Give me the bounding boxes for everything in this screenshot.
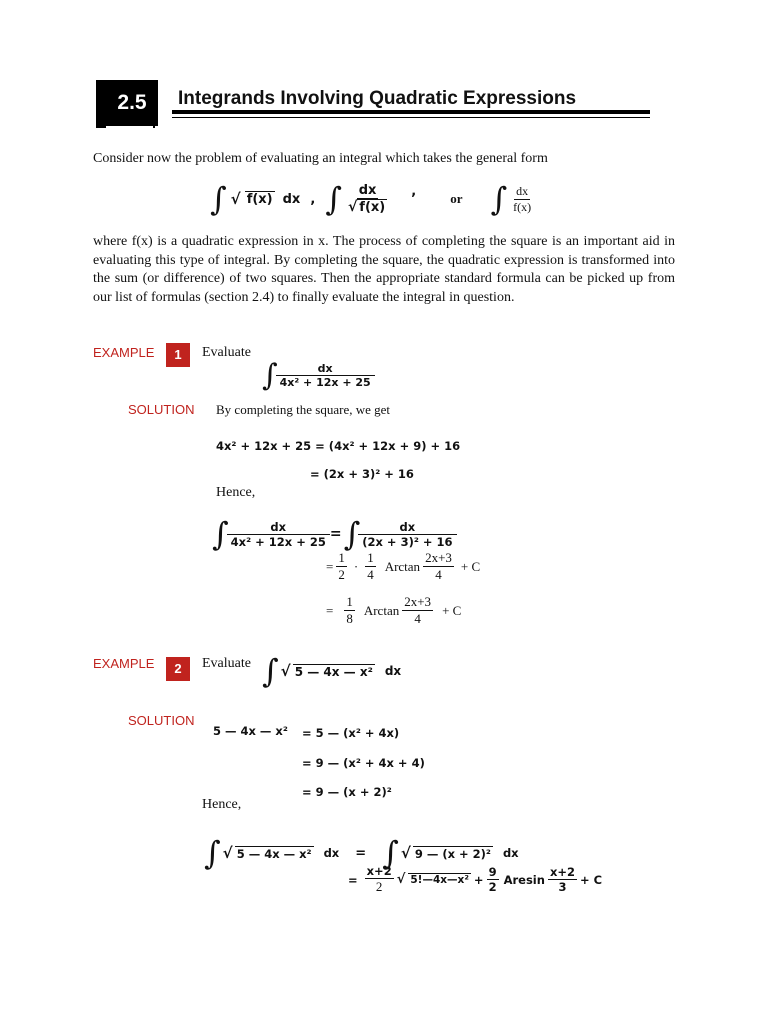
sqrt-sign: √ <box>222 844 233 862</box>
fraction-numerator: 9 <box>488 865 497 879</box>
section-box-edge <box>96 80 106 128</box>
fraction-denominator: 4 <box>414 611 421 626</box>
form3-numerator: dx <box>516 183 529 198</box>
fraction-denominator: 2 <box>488 880 497 894</box>
example2-radicand: 5 — 4x — x² <box>294 664 373 679</box>
plus-constant: + C <box>442 602 462 618</box>
explanation-paragraph: where f(x) is a quadratic expression in x. The process of completing the square is an important aid in evaluating this type of integral. By completing the square, the quadratic expression is transformed into the sum (or difference) of two squares. Then the appropriate standard formula can be picked up from our list of formulas (section 2.4) to finally evaluate the integral in question. <box>93 234 675 305</box>
arctan-argument <box>423 550 454 583</box>
example2-step-line2: = 9 — (x² + 4x + 4) <box>302 756 425 770</box>
example1-hence: Hence, <box>216 485 256 500</box>
arctan-label: Arctan <box>384 558 421 574</box>
fraction-denominator: 4 <box>435 567 442 582</box>
example1-step-line1: 4x² + 12x + 25 = (4x² + 12x + 9) + 16 <box>216 439 461 453</box>
example1-solution-label: SOLUTION <box>128 402 195 417</box>
integral-sign: ∫ <box>382 834 399 872</box>
sqrt-sign: √ <box>396 872 406 887</box>
fraction-denominator: 8 <box>346 611 353 626</box>
form1-radicand: f(x) <box>246 192 273 207</box>
integral-sign: ∫ <box>210 180 227 218</box>
integral-sign: ∫ <box>212 515 229 553</box>
aresin-label: Aresin <box>503 872 545 887</box>
section-box-edge-right <box>153 80 155 128</box>
example2-step-line1-lhs: 5 — 4x — x² <box>213 724 288 738</box>
fraction-denominator: 3 <box>558 880 567 894</box>
sqrt-sign: √ <box>230 190 241 208</box>
integral-sign: ∫ <box>262 358 278 393</box>
fraction-numerator: 2x+3 <box>404 594 432 609</box>
section-title: Integrands Involving Quadratic Expressions <box>178 88 577 109</box>
result-coefficient <box>487 865 499 894</box>
fraction-numerator: 1 <box>346 594 353 609</box>
example1-rhs-fraction <box>360 520 454 549</box>
arctan-label: Arctan <box>363 602 400 618</box>
aresin-argument <box>548 865 577 894</box>
example1-evaluate: Evaluate <box>202 345 251 360</box>
example1-label: EXAMPLE <box>93 345 155 360</box>
form3-denominator: f(x) <box>513 199 532 214</box>
example1-fraction <box>278 362 373 389</box>
example1-result-step2 <box>326 594 461 627</box>
form1-dx: dx <box>282 191 301 207</box>
equals-sign: = <box>326 602 334 618</box>
example1-solution-text: By completing the square, we get <box>216 402 391 417</box>
example1-badge: 1 <box>166 343 190 367</box>
result-radicand: 5!—4x—x² <box>410 874 469 886</box>
integral-sign: ∫ <box>262 652 279 690</box>
example2-lhs-radicand: 5 — 4x — x² <box>236 846 312 861</box>
example1-rhs-numerator: dx <box>358 520 456 535</box>
example2-step-line3: = 9 — (x + 2)² <box>302 785 392 799</box>
example2-label: EXAMPLE <box>93 656 155 671</box>
sqrt-sign: √ <box>400 844 411 862</box>
fraction-eighth <box>344 594 355 627</box>
example2-badge: 2 <box>166 657 190 681</box>
example2-lhs-dx: dx <box>323 846 340 860</box>
equals-sign: = <box>329 526 342 542</box>
example2-dx: dx <box>384 664 402 678</box>
equals-sign: = <box>348 872 358 887</box>
form2-fraction <box>346 183 389 215</box>
form2-radicand: f(x) <box>359 200 386 215</box>
plus-constant: + C <box>460 558 481 574</box>
example2-step-line1-rhs: = 5 — (x² + 4x) <box>302 726 400 740</box>
section-number: 2.5 <box>106 80 158 126</box>
example1-lhs-numerator: dx <box>227 520 330 535</box>
fraction-numerator: 2x+3 <box>425 550 452 565</box>
dot-operator: · <box>353 558 359 574</box>
example1-denominator: 4x² + 12x + 25 <box>279 376 371 389</box>
example1-step-line2: = (2x + 3)² + 16 <box>310 467 414 481</box>
form2-denominator: √ f(x) <box>347 199 386 215</box>
example2-integral <box>262 652 401 690</box>
fraction-denominator: 4 <box>367 567 374 582</box>
integral-sign: ∫ <box>204 834 221 872</box>
example2-rhs-radicand: 9 — (x + 2)² <box>414 846 491 861</box>
integral-sign: ∫ <box>490 180 508 218</box>
example1-lhs-denominator: 4x² + 12x + 25 <box>230 534 326 549</box>
integral-sign: ∫ <box>325 180 342 218</box>
result-fraction <box>365 864 394 895</box>
example2-rhs-dx: dx <box>502 846 519 860</box>
fraction-denominator: 2 <box>375 879 383 894</box>
fraction-numerator: 1 <box>338 550 345 565</box>
example1-result-step1 <box>326 550 480 583</box>
equals-sign: = <box>326 558 334 574</box>
example1-lhs-fraction <box>229 520 328 549</box>
title-rule-thin <box>172 117 650 118</box>
arctan-argument <box>402 594 433 627</box>
intro-text: Consider now the problem of evaluating an integral which takes the general form <box>93 151 548 166</box>
plus-sign: + <box>473 872 484 887</box>
integral-sign: ∫ <box>343 515 361 553</box>
fraction-numerator: x+2 <box>549 865 575 879</box>
fraction-numerator: x+2 <box>366 864 392 878</box>
fraction-half <box>336 550 347 583</box>
form-comma: , <box>411 183 417 199</box>
form-or: or <box>450 191 463 206</box>
example2-solution-label: SOLUTION <box>128 713 195 728</box>
example1-integral <box>262 358 373 393</box>
fraction-numerator: 1 <box>367 550 374 565</box>
fraction-denominator: 2 <box>338 567 345 582</box>
sqrt-sign: √ <box>280 662 291 680</box>
example2-result <box>348 864 602 895</box>
example2-evaluate: Evaluate <box>202 656 251 671</box>
form3-fraction <box>511 184 533 215</box>
fraction-quarter <box>365 550 376 583</box>
equals-sign: = <box>355 845 367 861</box>
example2-hence: Hence, <box>202 797 242 812</box>
form-separator: , <box>310 191 316 207</box>
form2-numerator: dx <box>358 183 377 198</box>
example1-rhs-denominator: (2x + 3)² + 16 <box>362 534 453 549</box>
general-forms <box>210 180 533 218</box>
title-rule-thick <box>172 110 650 114</box>
example1-numerator: dx <box>276 362 375 376</box>
example1-equation <box>212 515 455 553</box>
plus-constant: + C <box>580 872 603 887</box>
